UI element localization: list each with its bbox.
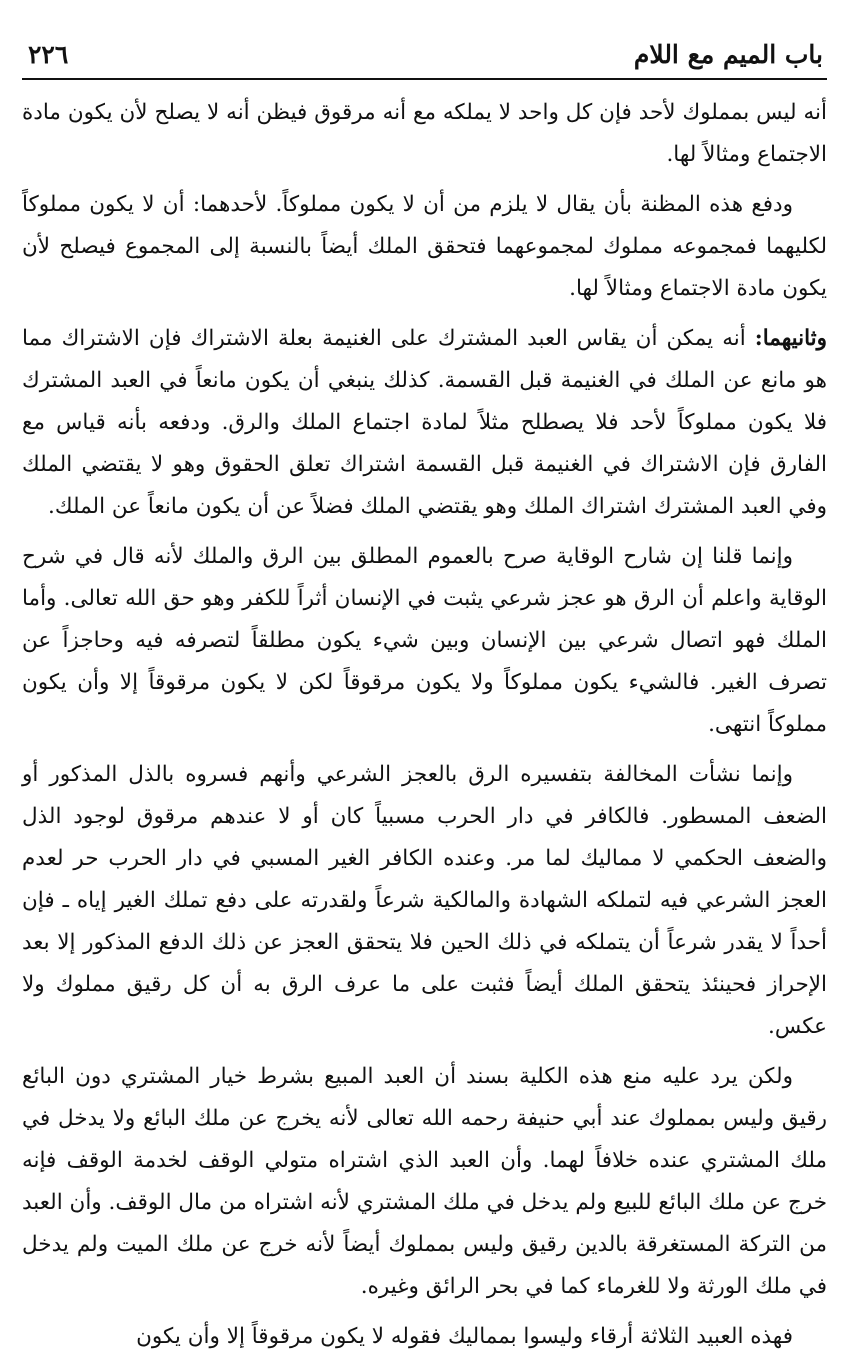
paragraph-6	[22, 1056, 827, 1308]
page-header	[22, 30, 827, 80]
paragraph-text: وإنما نشأت المخالفة بتفسيره الرق بالعجز الشرعي وأنهم فسروه بالذل المذكور أو الضعف المسطور. فالكافر في دار الحرب مسبياً كان أو لا عندهم مرقوق لوجود الذل والضعف الحكمي لا مماليك لما مر. وعنده الكافر الغير المسبي في دار الحرب حر لعدم العجز الشرعي فيه لتملكه الشهادة والمالكية شرعاً ولقدرته على دفع تملك الغير إياه ـ فإن أحداً لا يقدر شرعاً أن يتملكه في ذلك الحين فلا يتحقق العجز عن ذلك الدفع المذكور إلا بعد الإحراز فحينئذ يتحقق الملك أيضاً فثبت على ما عرف الرق به أن كل رقيق مملوك ولا عكس.	[22, 762, 828, 1039]
body-text	[22, 92, 827, 1358]
paragraph-3	[22, 318, 827, 528]
running-title: باب الميم مع اللام	[633, 40, 823, 69]
paragraph-text: فهذه العبيد الثلاثة أرقاء وليسوا بمماليك فقوله لا يكون مرقوقاً إلا وأن يكون	[136, 1324, 793, 1349]
paragraph-7	[22, 1316, 827, 1358]
page-number: ٢٢٦	[28, 40, 69, 69]
paragraph-lead: وثانيهما:	[754, 326, 827, 351]
paragraph-text: ودفع هذه المظنة بأن يقال لا يلزم من أن لا يكون مملوكاً. لأحدهما: أن لا يكون مملوكاً لكليهما فمجموعه مملوك لمجموعهما فتحقق الملك أيضاً بالنسبة إلى المجموع فيصلح لأن يكون مادة الاجتماع ومثالاً لها.	[22, 192, 827, 301]
paragraph-text: وإنما قلنا إن شارح الوقاية صرح بالعموم المطلق بين الرق والملك لأنه قال في شرح الوقاية واعلم أن الرق هو عجز شرعي يثبت في الإنسان أثراً للكفر وهو حق الله تعالى. وأما الملك فهو اتصال شرعي بين الإنسان وبين شيء يكون مطلقاً لتصرفه فيه وحاجزاً عن تصرف الغير. فالشيء يكون مملوكاً ولا يكون مرقوقاً لكن لا يكون مرقوقاً إلا وأن يكون مملوكاً انتهى.	[22, 544, 827, 737]
paragraph-2	[22, 184, 827, 310]
paragraph-text: ولكن يرد عليه منع هذه الكلية بسند أن العبد المبيع بشرط خيار المشتري دون البائع رقيق وليس بمملوك عند أبي حنيفة رحمه الله تعالى لأنه يخرج عن ملك البائع ولا يدخل في ملك المشتري عنده خلافاً لهما. وأن العبد الذي اشتراه متولي الوقف لخدمة الوقف فإنه خرج عن ملك البائع للبيع ولم يدخل في ملك المشتري لأنه اشتراه من مال الوقف. وأن العبد من التركة المستغرقة بالدين رقيق وليس بمملوك أيضاً لأنه خرج عن ملك الميت ولم يدخل في ملك الورثة ولا للغرماء كما في بحر الرائق وغيره.	[22, 1064, 827, 1299]
paragraph-5	[22, 754, 827, 1048]
paragraph-text: أنه يمكن أن يقاس العبد المشترك على الغنيمة بعلة الاشتراك فإن الاشتراك مما هو مانع عن الملك في الغنيمة قبل القسمة. كذلك ينبغي أن يكون مانعاً في العبد المشترك فلا يكون مملوكاً لأحد فلا يصطلح مثلاً لمادة اجتماع الملك والرق. ودفعه بأنه قياس مع الفارق فإن الاشتراك في الغنيمة قبل القسمة اشتراك تعلق الحقوق وهو لا يقتضي الملك وفي العبد المشترك اشتراك الملك وهو يقتضي الملك فضلاً عن أن يكون مانعاً عن الملك.	[22, 326, 827, 519]
paragraph-1	[22, 92, 827, 176]
paragraph-text: أنه ليس بمملوك لأحد فإن كل واحد لا يملكه مع أنه مرقوق فيظن أنه لا يصلح لأن يكون مادة الاجتماع ومثالاً لها.	[22, 100, 827, 167]
paragraph-4	[22, 536, 827, 746]
